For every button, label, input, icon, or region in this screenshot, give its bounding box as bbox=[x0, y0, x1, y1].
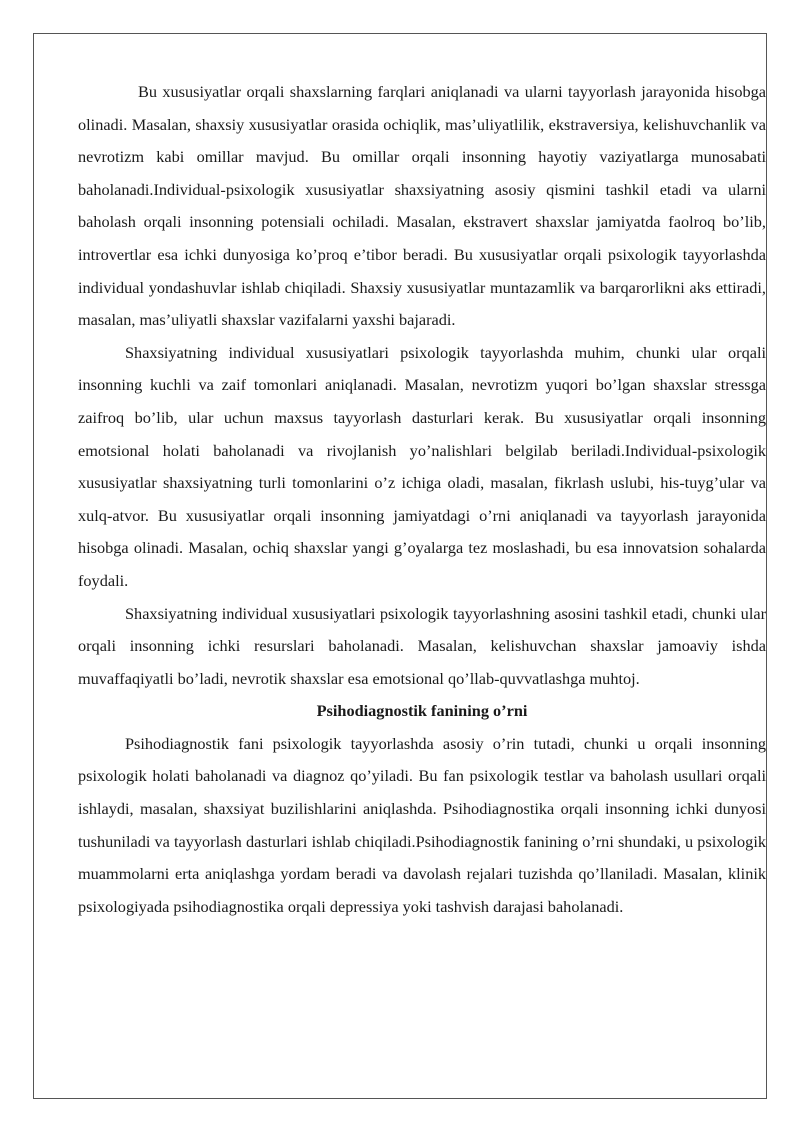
body-paragraph: Psihodiagnostik fani psixologik tayyorlashda asosiy o’rin tutadi, chunki u orqali insonning psixologik holati baholanadi va diagnoz qo’yiladi. Bu fan psixologik testlar va baholash usullari orqali ishlaydi, masalan, shaxsiyat buzilishlarini aniqlashda. Psihodiagnostika orqali insonning ichki dunyosi tushuniladi va tayyorlash dasturlari ishlab chiqiladi.Psihodiagnostik fanining o’rni shundaki, u psixologik muammolarni erta aniqlashga yordam beradi va davolash rejalari tuzishda qo’llaniladi. Masalan, klinik psixologiyada psihodiagnostika orqali depressiya yoki tashvish darajasi baholanadi. bbox=[78, 733, 766, 916]
body-paragraph: Shaxsiyatning individual xususiyatlari psixologik tayyorlashning asosini tashkil etadi, chunki ular orqali insonning ichki resurslari baholanadi. Masalan, kelishuvchan shaxslar jamoaviy ishda muvaffaqiyatli bo’ladi, nevrotik shaxslar esa emotsional qo’llab-quvvatlashga muhtoj. bbox=[78, 603, 766, 688]
page-content bbox=[78, 76, 766, 923]
section-heading: Psihodiagnostik fanining o’rni bbox=[316, 701, 528, 721]
document-page bbox=[33, 33, 767, 1099]
body-paragraph: Bu xususiyatlar orqali shaxslarning farqlari aniqlanadi va ularni tayyorlash jarayonida hisobga olinadi. Masalan, shaxsiy xususiyatlar orasida ochiqlik, mas’uliyatlilik, ekstraversiya, kelishuvchanlik va nevrotizm kabi omillar mavjud. Bu omillar orqali insonning hayotiy vaziyatlarga munosabati baholanadi.Individual-psixologik xususiyatlar shaxsiyatning asosiy qismini tashkil etadi va ularni baholash orqali insonning potensiali ochiladi. Masalan, ekstravert shaxslar jamiyatda faolroq bo’lib, introvertlar esa ichki dunyosiga ko’proq e’tibor beradi. Bu xususiyatlar orqali psixologik tayyorlashda individual yondashuvlar ishlab chiqiladi. Shaxsiy xususiyatlar muntazamlik va barqarorlikni aks ettiradi, masalan, mas’uliyatli shaxslar vazifalarni yaxshi bajaradi. bbox=[78, 82, 766, 330]
body-paragraph: Shaxsiyatning individual xususiyatlari psixologik tayyorlashda muhim, chunki ular orqali insonning kuchli va zaif tomonlari aniqlanadi. Masalan, nevrotizm yuqori bo’lgan shaxslar stressga zaifroq bo’lib, ular uchun maxsus tayyorlash dasturlari kerak. Bu xususiyatlar orqali insonning emotsional holati baholanadi va rivojlanish yo’nalishlari belgilab beriladi.Individual-psixologik xususiyatlar shaxsiyatning turli tomonlarini o’z ichiga oladi, masalan, fikrlash uslubi, his-tuyg’ular va xulq-atvor. Bu xususiyatlar orqali insonning jamiyatdagi o’rni aniqlanadi va tayyorlash jarayonida hisobga olinadi. Masalan, ochiq shaxslar yangi g’oyalarga tez moslashadi, bu esa innovatsion sohalarda foydali. bbox=[78, 342, 766, 590]
